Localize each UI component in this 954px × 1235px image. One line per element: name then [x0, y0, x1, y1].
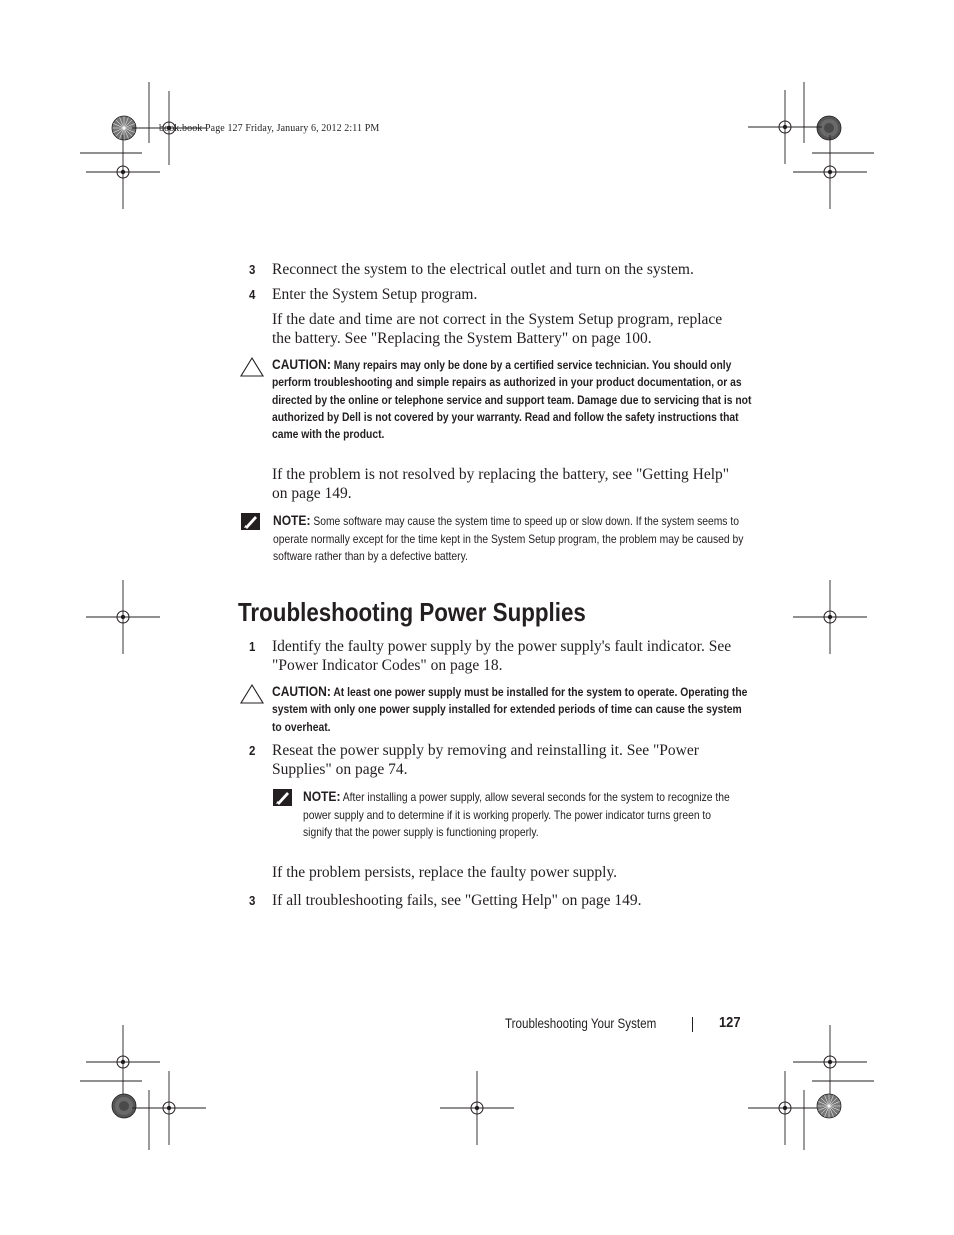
- registration-cross-icon: [793, 580, 867, 654]
- paragraph-problem: If the problem is not resolved by replacing the battery, see "Getting Help" on page 149.: [272, 466, 730, 502]
- step-text: Identify the faulty power supply by the power supply's fault indicator. See "Power Indicator Codes" on page 18.: [272, 638, 732, 674]
- step-text: Enter the System Setup program.: [272, 286, 478, 303]
- note-pencil-icon: [240, 512, 262, 532]
- step-number: 1: [249, 639, 256, 654]
- print-slug: book.book Page 127 Friday, January 6, 2012 2:11 PM: [159, 123, 380, 134]
- registration-cross-icon: [793, 135, 867, 209]
- registration-cross-icon: [748, 1071, 822, 1145]
- registration-wheel-icon: [817, 1094, 841, 1118]
- registration-cross-icon: [86, 580, 160, 654]
- footer-section-title: Troubleshooting Your System: [505, 1016, 657, 1031]
- section-heading: Troubleshooting Power Supplies: [238, 597, 586, 627]
- registration-cross-icon: [86, 1025, 160, 1099]
- note-label: NOTE:: [303, 788, 341, 804]
- note-text: After installing a power supply, allow several seconds for the system to recognize the power supply and to determine if it is working properly. The power indicator turns green to signify that the power supply is functioning properly.: [303, 790, 730, 840]
- registration-cross-icon: [132, 1071, 206, 1145]
- registration-cross-icon: [86, 135, 160, 209]
- step-text: Reconnect the system to the electrical outlet and turn on the system.: [272, 261, 694, 278]
- footer-divider: [692, 1017, 693, 1032]
- caution-label: CAUTION:: [272, 683, 331, 699]
- step-number: 2: [249, 743, 256, 758]
- paragraph-date-time: If the date and time are not correct in the System Setup program, replace the battery. See "Replacing the System Battery" on page 100.: [272, 311, 723, 347]
- registration-cross-icon: [440, 1071, 514, 1145]
- caution-triangle-icon: [239, 683, 265, 705]
- caution-triangle-icon: [239, 356, 265, 378]
- caution-label: CAUTION:: [272, 356, 331, 372]
- note-text: Some software may cause the system time to speed up or slow down. If the system seems to operate normally except for the time kept in the System Setup program, the problem may be caused by software rather than by a defective battery.: [273, 514, 744, 564]
- paragraph-persists: If the problem persists, replace the faulty power supply.: [272, 864, 618, 881]
- note-label: NOTE:: [273, 512, 311, 528]
- registration-wheel-icon: [112, 1094, 136, 1118]
- step-text: Reseat the power supply by removing and reinstalling it. See "Power Supplies" on page 74.: [272, 742, 699, 778]
- note-pencil-icon: [272, 788, 294, 808]
- registration-cross-icon: [748, 90, 822, 164]
- step-number: 3: [249, 262, 256, 277]
- caution-text: Many repairs may only be done by a certified service technician. You should only perform troubleshooting and simple repairs as authorized in your product documentation, or as directed by the online or telephone service and support team. Damage due to servicing that is not authorized by Dell is not covered by your warranty. Read and follow the safety instructions that came with the product.: [272, 358, 752, 442]
- step-number: 4: [249, 287, 256, 302]
- registration-wheel-icon: [817, 116, 841, 140]
- caution-text: At least one power supply must be installed for the system to operate. Operating the system with only one power supply installed for extended periods of time can cause the system to overheat.: [272, 685, 748, 734]
- page-number: 127: [719, 1014, 741, 1031]
- registration-cross-icon: [793, 1025, 867, 1099]
- step-text: If all troubleshooting fails, see "Getting Help" on page 149.: [272, 892, 642, 909]
- step-number: 3: [249, 893, 256, 908]
